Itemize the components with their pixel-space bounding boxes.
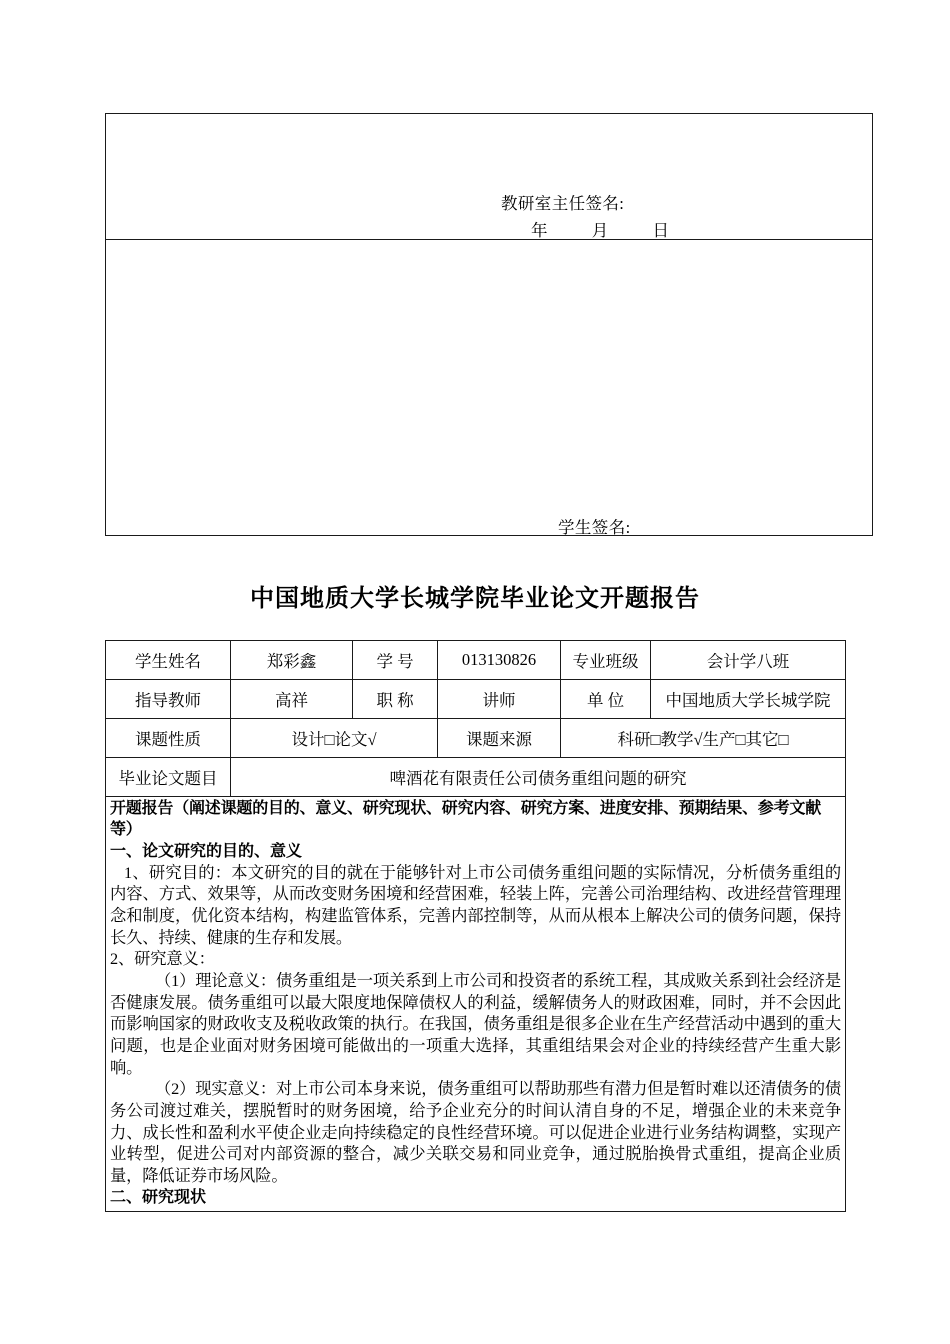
teacher-signature-label: 教研室主任签名: (501, 194, 625, 213)
class-label: 专业班级 (561, 641, 651, 680)
advisor-label: 指导教师 (106, 680, 231, 719)
date-year-label: 年 (531, 221, 548, 240)
thesis-title-label: 毕业论文题目 (106, 758, 231, 797)
table-row (106, 797, 846, 1212)
student-name-value: 郑彩鑫 (231, 641, 353, 680)
student-signature-label: 学生签名: (558, 518, 631, 537)
class-value: 会计学八班 (651, 641, 846, 680)
opening-report-table (105, 640, 846, 1212)
unit-value: 中国地质大学长城学院 (651, 680, 846, 719)
date-month-label: 月 (591, 221, 609, 240)
table-row (106, 680, 846, 719)
page-title: 中国地质大学长城学院毕业论文开题报告 (250, 585, 700, 612)
topic-nature-label: 课题性质 (106, 719, 231, 758)
student-name-label: 学生姓名 (106, 641, 231, 680)
topic-nature-value: 设计□论文√ (231, 719, 438, 758)
topic-source-value: 科研□教学√生产□其它□ (561, 719, 846, 758)
report-paragraph-2b: （2）现实意义：对上市公司本身来说，债务重组可以帮助那些有潜力但是暂时难以还清债务的债务公司渡过难关，摆脱暂时的财务困境，给予企业充分的时间认清自身的不足，增强企业的未来竞争力、成长性和盈利水平使企业走向持续稳定的良性经营环境。可以促进企业进行业务结构调整，实现产业转型，促进公司对内部资源的整合，减少关联交易和同业竞争，通过脱胎换骨式重组，提高企业质量，降低证券市场风险。 (110, 1079, 841, 1186)
report-paragraph-2a: （1）理论意义：债务重组是一项关系到上市公司和投资者的系统工程，其成败关系到社会经济是否健康发展。债务重组可以最大限度地保障债权人的利益，缓解债务人的财政困难，同时，并不会因此而影响国家的财政收支及税收政策的执行。在我国，债务重组是很多企业在生产经营活动中遇到的重大问题，也是企业面对财务困境可能做出的一项重大选择，其重组结果会对企业的持续经营产生重大影响。 (110, 971, 841, 1077)
advisor-value: 高祥 (231, 680, 353, 719)
report-section-2-title: 二、研究现状 (110, 1188, 207, 1206)
teacher-signature-cell (106, 114, 872, 240)
student-id-label: 学 号 (353, 641, 438, 680)
table-row (106, 719, 846, 758)
report-paragraph-2-title: 2、研究意义： (110, 949, 215, 969)
title-rank-label: 职 称 (353, 680, 438, 719)
topic-source-label: 课题来源 (438, 719, 561, 758)
report-body-cell (106, 797, 846, 1212)
date-day-label: 日 (652, 221, 669, 240)
signature-date-line (531, 217, 669, 241)
unit-label: 单 位 (561, 680, 651, 719)
signature-table (105, 113, 873, 536)
student-id-value: 013130826 (438, 641, 561, 680)
report-header: 开题报告（阐述课题的目的、意义、研究现状、研究内容、研究方案、进度安排、预期结果、参考文献等） (110, 800, 822, 838)
title-rank-value: 讲师 (438, 680, 561, 719)
thesis-title-value: 啤酒花有限责任公司债务重组问题的研究 (231, 758, 846, 797)
table-row (106, 758, 846, 797)
table-row (106, 641, 846, 680)
report-section-1-title: 一、论文研究的目的、意义 (110, 842, 303, 860)
report-paragraph-1: 1、研究目的：本文研究的目的就在于能够针对上市公司债务重组问题的实际情况，分析债务重组的内容、方式、效果等，从而改变财务困境和经营困难，轻装上阵，完善公司治理结构、改进经营管理理念和制度，优化资本结构，构建监管体系，完善内部控制等，从而从根本上解决公司的债务问题，保持长久、持续、健康的生存和发展。 (110, 862, 841, 947)
student-signature-cell (106, 240, 872, 535)
